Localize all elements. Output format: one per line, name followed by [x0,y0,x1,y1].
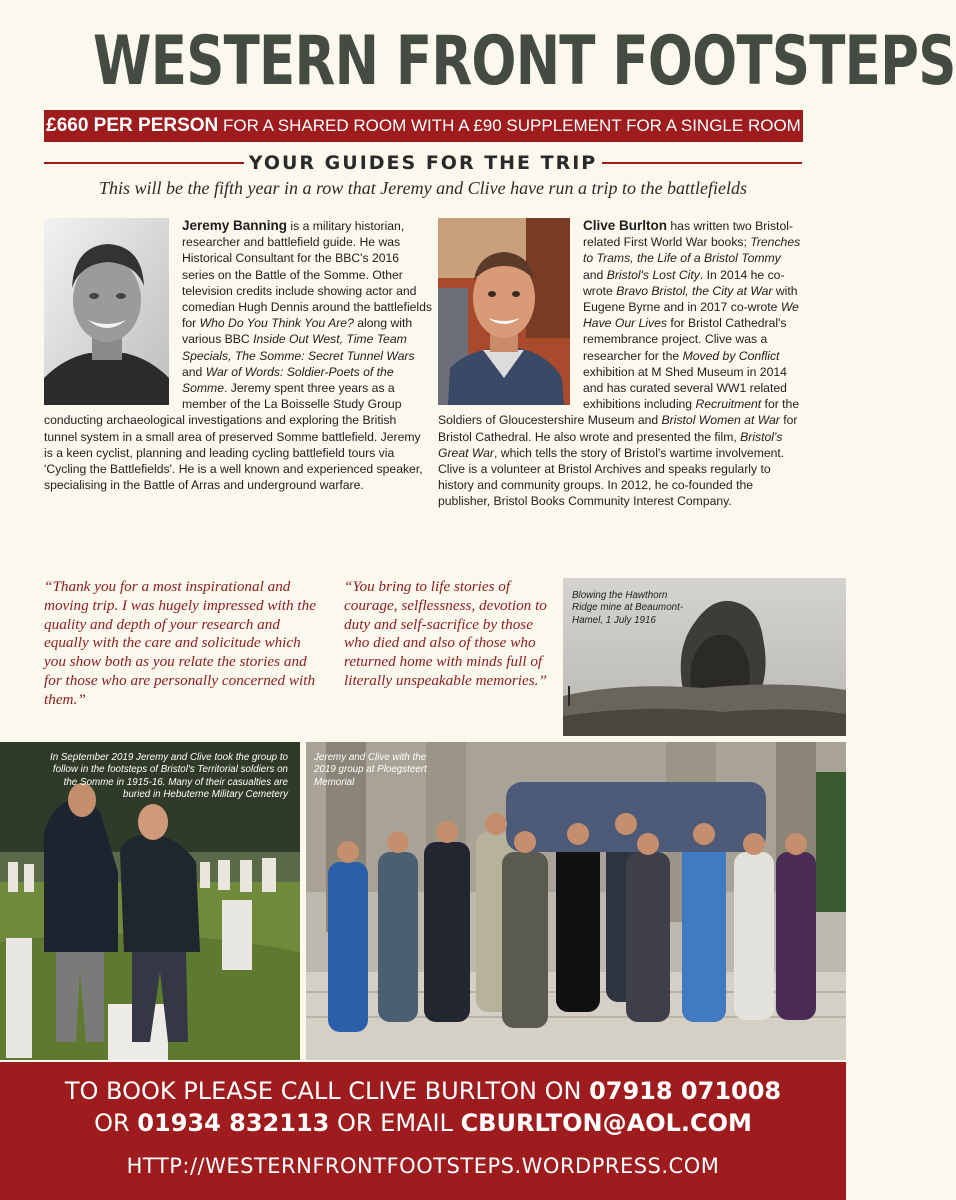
guides-intro: This will be the fifth year in a row that Jeremy and Clive have run a trip to the battlefields [98,178,748,198]
mine-caption: Blowing the Hawthorn Ridge mine at Beaumont-Hamel, 1 July 1916 [572,590,684,626]
guides-heading: YOUR GUIDES FOR THE TRIP [248,152,598,174]
bio-title: War of Words: Soldier-Poets of the Somme [182,364,394,396]
bio-title: We Have Our Lives [583,300,799,331]
cemetery-caption: In September 2019 Jeremy and Clive took the group to follow in the footsteps of Bristol's Territorial soldiers on the Somme in 1915-16. Many of their casualties are buried in Hebuterne Military Cemetery [50,752,288,801]
bio-text: and [182,364,206,379]
bio-text: , which tells the story of Bristol's wartime involvement. Clive is a volunteer at Bristol Archives and speaks regularly to history and community groups. In 2012, he co-founded the publisher, Bristol Books Community Interest Company. [438,445,785,509]
bio-title: Trenches to Trams, the Life of a Bristol Tommy [583,235,801,266]
price-banner [44,110,803,142]
clive-bio-block [438,218,802,558]
bio-text: exhibition at M Shed Museum in 2014 and has curated several WW1 related exhibitions including [583,364,787,412]
jeremy-bio-block [44,218,432,558]
price-details: FOR A SHARED ROOM WITH A £90 SUPPLEMENT FOR A SINGLE ROOM [223,116,801,135]
clive-portrait [438,218,570,405]
bio-title: Bravo Bristol, the City at War [616,283,773,298]
heading-rule-left [44,162,244,164]
bio-title: Bristol's Great War [438,429,783,460]
bio-text: for Bristol Cathedral. He also wrote and presented the film, [438,413,798,444]
bio-title: Bristol Women at War [661,413,780,428]
mobile-phone-link[interactable]: 07918 071008 [589,1077,782,1105]
jeremy-portrait [44,218,169,405]
bio-title: Who Do You Think You Are? [199,316,354,331]
testimonial-quote-1: “Thank you for a most inspirational and moving trip. I was hugely impressed with the quality and depth of your research and equally with the care and solicitude which you show both as you relate the stories and for those who are personally concerned with them.” [44,578,316,708]
bio-text: has written two Bristol-related First World War books; [583,219,793,250]
bio-title: Recruitment [695,397,762,412]
booking-text: TO BOOK PLEASE CALL CLIVE BURLTON ON [64,1077,582,1105]
price-amount: £660 PER PERSON [46,115,219,136]
group-photo [306,742,846,1060]
bio-text: . Jeremy spent three years as a member of the La Boisselle Study Group conducting archaeological investigations and exploring the British tunnel system in a small area of preserved Somme battlefield. Jeremy is a keen cyclist, planning and leading cycling battlefield tours via 'Cycling the Battlefields'. He is a well known and experienced speaker, specialising in the Battle of Arras and underground warfare. [44,381,423,493]
booking-line-1 [0,1076,846,1106]
bio-text: with Eugene Byrne and in 2017 co-wrote [583,283,798,315]
bio-text: and [583,267,607,282]
bio-title: Moved by Conflict [682,348,780,363]
bio-text: for the Soldiers of Gloucestershire Museum and [438,397,800,428]
email-link[interactable]: CBURLTON@AOL.COM [460,1109,752,1137]
heading-rule-right [602,162,802,164]
bio-text: along with various BBC [182,316,413,347]
website-url-link[interactable]: HTTP://WESTERNFRONTFOOTSTEPS.WORDPRESS.COM [126,1154,720,1178]
bio-text: for Bristol Cathedral's remembrance project. Clive was a researcher for the [583,316,787,363]
bio-text: . In 2014 he co-wrote [583,267,785,298]
bio-title: Bristol's Lost City [606,267,700,282]
booking-text: OR [94,1109,130,1137]
testimonial-quote-2: “You bring to life stories of courage, selflessness, devotion to duty and self-sacrifice by those who died and also of those who returned home with minds full of literally unspeakable memories.” [344,578,547,689]
jeremy-name: Jeremy Banning [182,218,288,233]
group-caption: Jeremy and Clive with the 2019 group at Ploegsteert Memorial [314,752,427,788]
booking-footer [0,1062,846,1200]
landline-phone-link[interactable]: 01934 832113 [137,1109,330,1137]
booking-text: OR EMAIL [336,1109,453,1137]
bio-title: Inside Out West, Time Team Specials, The Somme: Secret Tunnel Wars [182,332,415,363]
booking-line-2 [0,1108,846,1138]
clive-name: Clive Burlton [583,218,668,233]
bio-text: is a military historian, researcher and battlefield guide. He was Historical Consultant for the BBC's 2016 series on the Battle of the Somme. Other television credits include showing actor and comedian Hugh Dennis around the battlefields for [182,219,433,331]
page-title: WESTERN FRONT FOOTSTEPS [93,22,956,101]
